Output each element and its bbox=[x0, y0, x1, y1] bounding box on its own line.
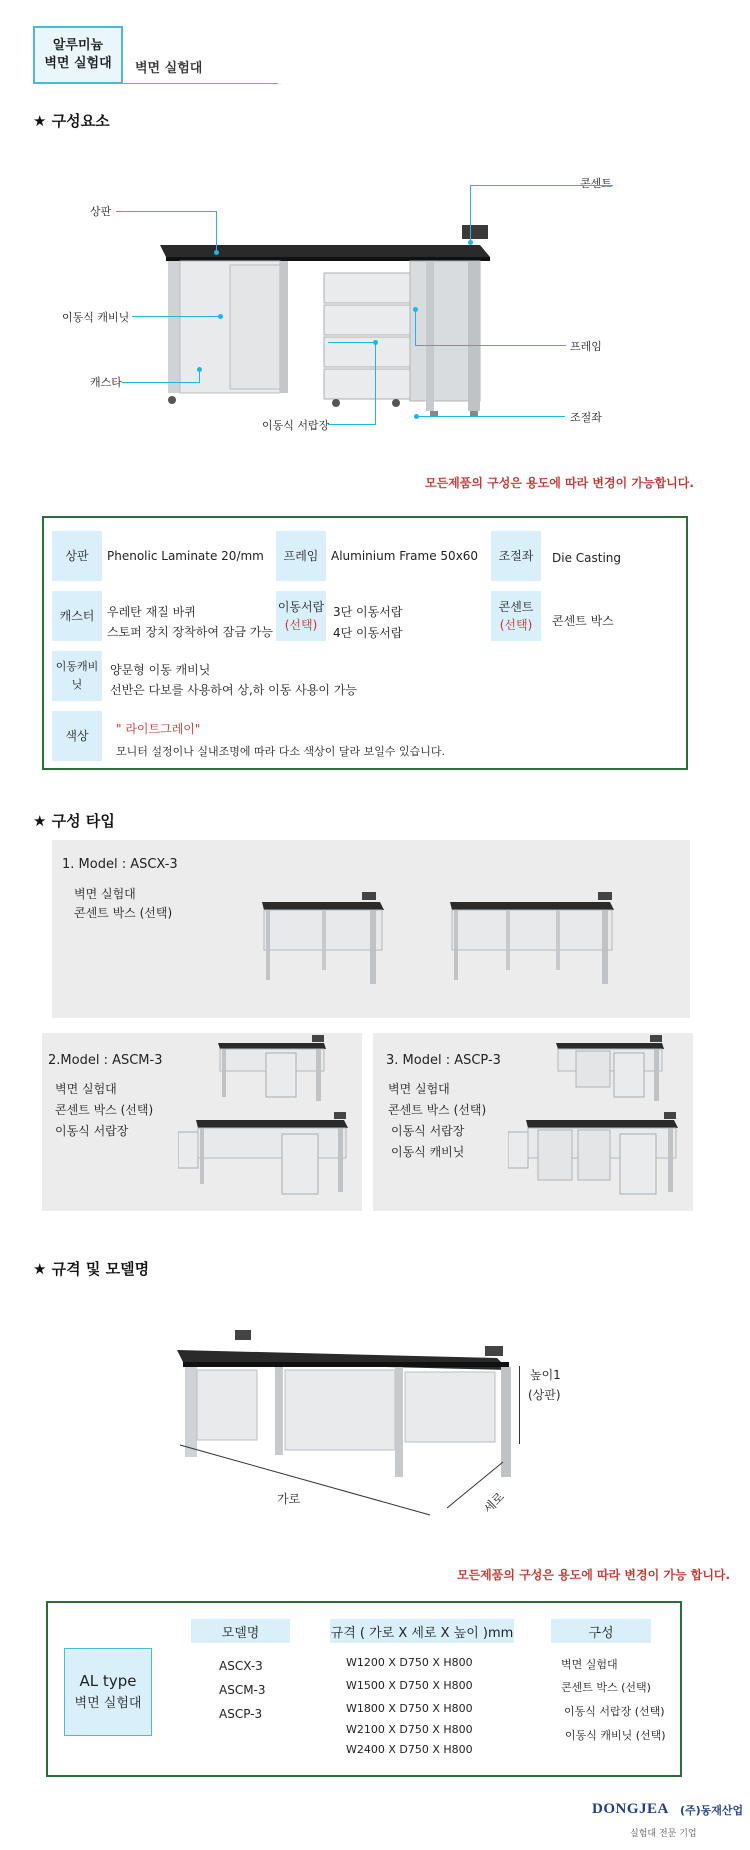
callout-drawer-label: 이동식 서랍장 bbox=[262, 419, 330, 432]
height-label-1: 높이1 bbox=[530, 1368, 561, 1382]
callout-adjuster-label: 조절좌 bbox=[570, 411, 602, 424]
model-size-3: W1800 X D750 X H800 bbox=[346, 1702, 473, 1715]
spec-value-outlet: 콘센트 박스 bbox=[552, 614, 614, 628]
header-badge bbox=[33, 26, 123, 84]
type3-model: 3. Model : ASCP-3 bbox=[386, 1053, 501, 1068]
type3-line3: 이동식 서랍장 bbox=[391, 1124, 465, 1138]
model-size-1: W1200 X D750 X H800 bbox=[346, 1656, 473, 1669]
callout-frame-label: 프레임 bbox=[570, 340, 602, 353]
callout-drawer-leader-v bbox=[375, 342, 377, 424]
spec-label-cabinet: 이동캐비닛 bbox=[52, 651, 102, 701]
callout-top-label: 상판 bbox=[90, 205, 112, 218]
callout-drawer-dot bbox=[373, 340, 378, 345]
type3-bench-image-1 bbox=[554, 1035, 666, 1101]
type2-model: 2.Model : ASCM-3 bbox=[48, 1053, 163, 1068]
badge-line1: 알루미늄 bbox=[52, 38, 104, 53]
spec-value-drawer-2: 4단 이동서랍 bbox=[333, 626, 403, 640]
spec-label-caster: 캐스터 bbox=[52, 591, 102, 641]
header-underline bbox=[123, 83, 278, 84]
height-label-2: (상판) bbox=[528, 1388, 561, 1402]
spec-color-note: 모니터 설정이나 실내조명에 따라 다소 색상이 달라 보일수 있습니다. bbox=[116, 745, 445, 758]
components-note: 모든제품의 구성은 용도에 따라 변경이 가능합니다. bbox=[425, 476, 694, 490]
type1-bench-image-2 bbox=[446, 892, 616, 984]
model-type-badge bbox=[64, 1648, 152, 1736]
callout-outlet-dot bbox=[468, 240, 473, 245]
spec-label-drawer bbox=[276, 591, 326, 641]
model-composition-4: 이동식 캐비닛 (선택) bbox=[565, 1729, 666, 1742]
spec-value-cabinet-2: 선반은 다보를 사용하여 상,하 이동 사용이 가능 bbox=[110, 683, 357, 697]
callout-caster-leader bbox=[122, 369, 200, 383]
type2-line1: 벽면 실험대 bbox=[55, 1082, 117, 1096]
type3-line4: 이동식 캐비닛 bbox=[391, 1145, 465, 1159]
type2-bench-image-1 bbox=[216, 1035, 328, 1101]
callout-adjuster-dot bbox=[414, 414, 419, 419]
type1-line1: 벽면 실험대 bbox=[74, 887, 136, 901]
model-header-composition: 구성 bbox=[551, 1619, 651, 1643]
spec-value-drawer-1: 3단 이동서랍 bbox=[333, 605, 403, 619]
footer-company: (주)동재산업 bbox=[680, 1804, 744, 1817]
callout-caster-label: 캐스타 bbox=[90, 376, 122, 389]
callout-frame-leader bbox=[415, 309, 566, 346]
callout-caster-dot bbox=[197, 367, 202, 372]
callout-outlet-leader bbox=[470, 185, 613, 243]
callout-top-dot bbox=[214, 250, 219, 255]
spec-label-outlet-2: (선택) bbox=[499, 618, 533, 632]
badge-line2: 벽면 실험대 bbox=[44, 56, 112, 71]
header-subtitle: 벽면 실험대 bbox=[135, 61, 203, 76]
spec-value-cabinet-1: 양문형 이동 캐비닛 bbox=[110, 663, 211, 677]
spec-label-color: 색상 bbox=[52, 711, 102, 761]
model-composition-3: 이동식 서랍장 (선택) bbox=[564, 1705, 665, 1718]
spec-label-adjuster: 조절좌 bbox=[491, 531, 541, 581]
spec-label-top: 상판 bbox=[52, 531, 102, 581]
callout-drawer-leader-h bbox=[328, 424, 376, 426]
type1-bench-image-1 bbox=[258, 892, 388, 984]
spec-value-frame: Aluminium Frame 50x60 bbox=[331, 549, 479, 563]
model-header-name: 모델명 bbox=[191, 1619, 290, 1643]
spec-value-top: Phenolic Laminate 20/mm bbox=[107, 549, 264, 563]
width-dimension-line bbox=[175, 1440, 435, 1520]
callout-drawer-leader bbox=[328, 342, 375, 426]
spec-label-drawer-1: 이동서랍 bbox=[277, 600, 325, 614]
spec-label-outlet bbox=[491, 591, 541, 641]
spec-label-frame: 프레임 bbox=[276, 531, 326, 581]
height-line bbox=[519, 1366, 520, 1444]
type2-line2: 콘센트 박스 (선택) bbox=[55, 1103, 154, 1117]
depth-label: 세로 bbox=[480, 1489, 508, 1517]
callout-cabinet-leader bbox=[132, 316, 220, 318]
spec-value-caster-2: 스토퍼 장치 장착하여 잠금 가능 bbox=[107, 625, 273, 639]
callout-top-leader bbox=[116, 211, 217, 252]
section-title-types: ★ 구성 타입 bbox=[33, 812, 115, 830]
model-header-size: 규격 ( 가로 X 세로 X 높이 )mm bbox=[330, 1619, 514, 1643]
section-title-spec: ★ 규격 및 모델명 bbox=[33, 1260, 150, 1278]
type1-model: 1. Model : ASCX-3 bbox=[62, 857, 178, 872]
model-name-1: ASCX-3 bbox=[219, 1659, 263, 1673]
section-title-components: ★ 구성요소 bbox=[33, 112, 110, 130]
type3-bench-image-2 bbox=[508, 1112, 680, 1200]
type3-line2: 콘센트 박스 (선택) bbox=[388, 1103, 487, 1117]
model-composition-2: 콘센트 박스 (선택) bbox=[561, 1681, 651, 1694]
callout-outlet-label: 콘센트 bbox=[580, 177, 612, 190]
type2-bench-image-2 bbox=[178, 1112, 350, 1200]
spec-value-adjuster: Die Casting bbox=[552, 551, 622, 565]
model-size-4: W2100 X D750 X H800 bbox=[346, 1723, 473, 1736]
spec-label-outlet-1: 콘센트 bbox=[498, 600, 534, 614]
model-name-3: ASCP-3 bbox=[219, 1707, 263, 1721]
callout-cabinet-dot bbox=[218, 314, 223, 319]
spec-value-caster-1: 우레탄 재질 바퀴 bbox=[107, 605, 196, 619]
spec-label-drawer-2: (선택) bbox=[284, 618, 318, 632]
spec-note: 모든제품의 구성은 용도에 따라 변경이 가능 합니다. bbox=[457, 1568, 731, 1582]
model-type-line2: 벽면 실험대 bbox=[74, 1696, 142, 1711]
model-size-5: W2400 X D750 X H800 bbox=[346, 1743, 473, 1756]
model-name-2: ASCM-3 bbox=[219, 1683, 266, 1697]
spec-value-color: " 라이트그레이" bbox=[116, 722, 201, 736]
callout-cabinet-label: 이동식 캐비닛 bbox=[62, 311, 130, 324]
callout-frame-dot bbox=[413, 307, 418, 312]
model-composition-1: 벽면 실험대 bbox=[561, 1658, 618, 1671]
type1-line2: 콘센트 박스 (선택) bbox=[74, 906, 173, 920]
model-size-2: W1500 X D750 X H800 bbox=[346, 1679, 473, 1692]
callout-adjuster-leader bbox=[418, 416, 565, 418]
footer-tagline: 실험대 전문 기업 bbox=[630, 1829, 697, 1839]
model-type-line1: AL type bbox=[79, 1672, 137, 1690]
footer-brand-logo: DONGJEA bbox=[592, 1801, 669, 1817]
type2-line3: 이동식 서랍장 bbox=[55, 1124, 129, 1138]
type3-line1: 벽면 실험대 bbox=[388, 1082, 450, 1096]
width-label: 가로 bbox=[277, 1492, 301, 1506]
